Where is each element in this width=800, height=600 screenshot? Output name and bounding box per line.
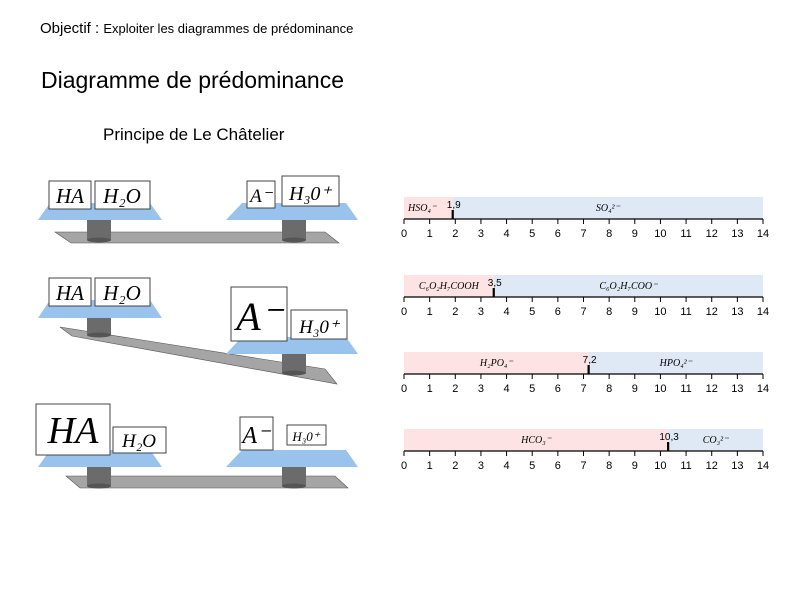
tick-label: 14 bbox=[756, 228, 770, 240]
tick-label: 4 bbox=[503, 228, 510, 240]
base-species-label: HPO₄²⁻ bbox=[659, 358, 692, 369]
box-label: HA bbox=[47, 410, 99, 452]
species-box-hydronium bbox=[282, 176, 339, 206]
species-box-acid bbox=[49, 278, 91, 306]
balance-plate-right bbox=[226, 450, 358, 467]
tick-label: 9 bbox=[631, 228, 638, 240]
predominance-diagram bbox=[401, 275, 769, 318]
tick-label: 8 bbox=[606, 460, 613, 472]
tick-label: 10 bbox=[654, 306, 667, 318]
box-label: A⁻ bbox=[250, 186, 272, 207]
acid-species-label: H₂PO₄⁻ bbox=[479, 358, 513, 369]
tick-label: 1 bbox=[426, 460, 433, 472]
tick-label: 4 bbox=[503, 383, 510, 395]
tick-label: 12 bbox=[705, 383, 718, 395]
tick-label: 0 bbox=[400, 383, 408, 395]
box-label: A⁻ bbox=[242, 423, 270, 449]
tick-label: 5 bbox=[529, 228, 536, 240]
tick-label: 6 bbox=[554, 460, 561, 472]
tick-label: 9 bbox=[631, 383, 638, 395]
tick-label: 13 bbox=[731, 306, 744, 318]
tick-label: 8 bbox=[606, 383, 613, 395]
base-species-label: C₆O₂H₇COO⁻ bbox=[599, 281, 658, 292]
tick-label: 14 bbox=[756, 460, 770, 472]
tick-label: 2 bbox=[452, 460, 459, 472]
tick-label: 14 bbox=[756, 306, 770, 318]
tick-label: 6 bbox=[554, 228, 561, 240]
box-label: H₃0⁺ bbox=[289, 183, 331, 205]
tick-label: 13 bbox=[731, 460, 744, 472]
tick-label: 11 bbox=[680, 383, 692, 395]
tick-label: 11 bbox=[680, 228, 692, 240]
tick-label: 11 bbox=[680, 460, 692, 472]
tick-label: 3 bbox=[477, 383, 484, 395]
tick-label: 12 bbox=[705, 228, 718, 240]
predominance-diagram bbox=[401, 429, 769, 472]
pka-label: 3,5 bbox=[487, 278, 502, 289]
species-box-hydronium bbox=[287, 425, 326, 445]
tick-label: 1 bbox=[426, 306, 433, 318]
tick-label: 0 bbox=[400, 228, 408, 240]
balance-post-right bbox=[282, 220, 306, 243]
tick-label: 7 bbox=[580, 383, 587, 395]
species-box-acid bbox=[49, 181, 91, 209]
tick-label: 10 bbox=[654, 228, 667, 240]
tick-label: 10 bbox=[654, 460, 667, 472]
species-box-acid bbox=[36, 404, 110, 455]
species-box-water bbox=[113, 427, 166, 453]
tick-label: 8 bbox=[606, 306, 613, 318]
tick-label: 1 bbox=[426, 228, 433, 240]
box-label: H₂O bbox=[103, 281, 141, 305]
tick-label: 7 bbox=[580, 306, 587, 318]
tick-label: 11 bbox=[680, 306, 692, 318]
tick-label: 0 bbox=[400, 460, 408, 472]
tick-label: 2 bbox=[452, 306, 459, 318]
pka-label: 10,3 bbox=[659, 432, 679, 443]
species-box-water bbox=[95, 181, 150, 209]
species-box-hydronium bbox=[291, 310, 347, 339]
tick-label: 6 bbox=[554, 306, 561, 318]
tick-label: 5 bbox=[529, 460, 536, 472]
section-subtitle: Principe de Le Châtelier bbox=[103, 125, 285, 144]
balance-post-left bbox=[87, 317, 111, 338]
tick-label: 0 bbox=[400, 306, 408, 318]
tick-label: 7 bbox=[580, 228, 587, 240]
balance-post-left bbox=[87, 220, 111, 243]
tick-label: 13 bbox=[731, 228, 744, 240]
objective-text: Exploiter les diagrammes de prédominance bbox=[103, 21, 354, 36]
tick-label: 2 bbox=[452, 383, 459, 395]
acid-species-label: HSO₄⁻ bbox=[408, 203, 437, 214]
tick-label: 5 bbox=[529, 383, 536, 395]
predominance-diagram bbox=[401, 352, 769, 395]
tick-label: 3 bbox=[477, 306, 484, 318]
tick-label: 1 bbox=[426, 383, 433, 395]
acid-species-label: C₆O₂H₇COOH bbox=[418, 281, 479, 292]
tick-label: 13 bbox=[731, 383, 744, 395]
base-species-label: SO₄²⁻ bbox=[595, 203, 620, 214]
tick-label: 4 bbox=[503, 306, 510, 318]
box-label: HA bbox=[56, 281, 84, 305]
page-title: Diagramme de prédominance bbox=[41, 67, 344, 93]
tick-label: 10 bbox=[654, 383, 667, 395]
box-label: HA bbox=[56, 184, 84, 208]
species-box-base bbox=[240, 417, 273, 450]
balance-post-right bbox=[282, 466, 306, 489]
tick-label: 3 bbox=[477, 228, 484, 240]
tick-label: 9 bbox=[631, 460, 638, 472]
box-label: A⁻ bbox=[236, 294, 282, 339]
balance-post-left bbox=[87, 466, 111, 489]
tick-label: 6 bbox=[554, 383, 561, 395]
tick-label: 5 bbox=[529, 306, 536, 318]
species-box-base bbox=[231, 287, 287, 341]
balance-1 bbox=[38, 176, 358, 243]
box-label: H₂O bbox=[121, 431, 157, 452]
tick-label: 12 bbox=[705, 460, 718, 472]
acid-species-label: HCO₃⁻ bbox=[521, 435, 551, 446]
tick-label: 2 bbox=[452, 228, 459, 240]
base-species-label: CO₃²⁻ bbox=[702, 435, 729, 446]
box-label: H₃0⁺ bbox=[292, 429, 320, 444]
tick-label: 12 bbox=[705, 306, 718, 318]
species-box-base bbox=[247, 181, 275, 208]
predominance-diagrams bbox=[401, 197, 769, 472]
balance-3 bbox=[36, 404, 358, 489]
tick-label: 8 bbox=[606, 228, 613, 240]
tick-label: 14 bbox=[756, 383, 770, 395]
box-label: H₂O bbox=[103, 184, 141, 208]
pka-label: 7,2 bbox=[582, 355, 597, 366]
tick-label: 7 bbox=[580, 460, 587, 472]
predominance-diagram bbox=[401, 197, 769, 240]
box-label: H₃0⁺ bbox=[299, 317, 339, 338]
tick-label: 4 bbox=[503, 460, 510, 472]
tick-label: 3 bbox=[477, 460, 484, 472]
tick-label: 9 bbox=[631, 306, 638, 318]
pka-label: 1,9 bbox=[446, 200, 461, 211]
balance-2 bbox=[38, 278, 358, 384]
balance-post-right bbox=[282, 353, 306, 376]
objective-label: Objectif : bbox=[40, 20, 100, 37]
species-box-water bbox=[95, 278, 150, 306]
